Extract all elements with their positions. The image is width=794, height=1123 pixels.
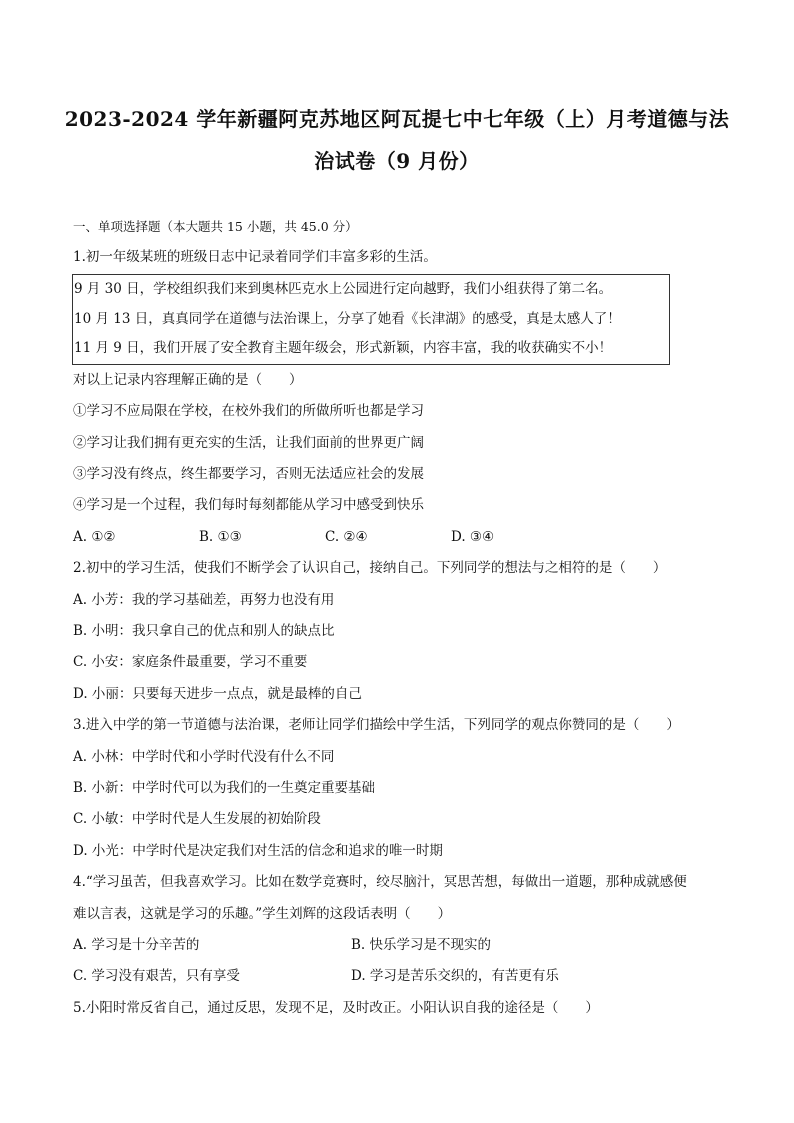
diary-entry: 9 月 30 日，学校组织我们来到奥林匹克水上公园进行定向越野，我们小组获得了第二名。 — [74, 281, 613, 298]
option-d[interactable]: D. 小光：中学时代是决定我们对生活的信念和追求的唯一时期 — [73, 842, 443, 859]
option-d[interactable]: D. 小丽：只要每天进步一点点，就是最棒的自己 — [73, 685, 362, 702]
question-stem: 2.初中的学习生活，使我们不断学会了认识自己，接纳自己。下列同学的想法与之相符的是（ ） — [73, 560, 667, 577]
option-c[interactable]: C. ②④ — [325, 528, 368, 545]
answer-options-row-1 — [73, 930, 734, 961]
diary-box — [72, 274, 670, 365]
option-a[interactable]: A. 小林：中学时代和小学时代没有什么不同 — [73, 748, 335, 765]
statement-item: ②学习让我们拥有更充实的生活，让我们面前的世界更广阔 — [73, 434, 424, 451]
option-c[interactable]: C. 小安：家庭条件最重要，学习不重要 — [73, 654, 308, 671]
diary-entry: 10 月 13 日，真真同学在道德与法治课上，分享了她看《长津湖》的感受，真是太感人了！ — [74, 310, 621, 327]
exam-content — [73, 212, 734, 1024]
question-1 — [73, 242, 734, 553]
question-stem: 1.初一年级某班的班级日志中记录着同学们丰富多彩的生活。 — [73, 249, 437, 265]
title-line-2: 治试卷（9 月份） — [314, 149, 480, 173]
option-c[interactable]: C. 学习没有艰苦，只有享受 — [73, 968, 240, 985]
question-2 — [73, 553, 734, 710]
question-prompt: 对以上记录内容理解正确的是（ ） — [73, 371, 303, 388]
question-stem: 4.“学习虽苦，但我喜欢学习。比如在数学竞赛时，绞尽脑汁，冥思苦想，每做出一道题，那种成就感便 — [73, 874, 687, 891]
option-a[interactable]: A. ①② — [73, 528, 116, 545]
statement-item: ①学习不应局限在学校，在校外我们的所做所听也都是学习 — [73, 403, 424, 420]
option-a[interactable]: A. 学习是十分辛苦的 — [73, 936, 200, 953]
option-b[interactable]: B. ①③ — [199, 528, 242, 545]
option-b[interactable]: B. 小明：我只拿自己的优点和别人的缺点比 — [73, 623, 335, 640]
question-stem: 3.进入中学的第一节道德与法治课，老师让同学们描绘中学生活，下列同学的观点你赞同的是（ ） — [73, 717, 680, 734]
option-b[interactable]: B. 快乐学习是不现实的 — [351, 936, 492, 953]
answer-options — [73, 522, 734, 553]
page-title — [40, 98, 754, 182]
option-a[interactable]: A. 小芳：我的学习基础差，再努力也没有用 — [73, 591, 335, 608]
question-4 — [73, 867, 734, 993]
statement-item: ③学习没有终点，终生都要学习，否则无法适应社会的发展 — [73, 466, 424, 483]
statement-item: ④学习是一个过程，我们每时每刻都能从学习中感受到快乐 — [73, 497, 424, 514]
title-line-1: 2023-2024 学年新疆阿克苏地区阿瓦提七中七年级（上）月考道德与法 — [64, 107, 730, 131]
question-5 — [73, 993, 734, 1024]
option-b[interactable]: B. 小新：中学时代可以为我们的一生奠定重要基础 — [73, 779, 376, 796]
option-c[interactable]: C. 小敏：中学时代是人生发展的初始阶段 — [73, 811, 321, 828]
answer-options-row-2 — [73, 961, 734, 992]
question-stem-continued: 难以言表，这就是学习的乐趣。”学生刘辉的这段话表明（ ） — [73, 905, 452, 922]
diary-entry: 11 月 9 日，我们开展了安全教育主题年级会，形式新颖，内容丰富，我的收获确实不小！ — [74, 340, 613, 357]
section-heading: 一、单项选择题（本大题共 15 小题，共 45.0 分） — [73, 219, 358, 234]
option-d[interactable]: D. ③④ — [451, 528, 495, 545]
option-d[interactable]: D. 学习是苦乐交织的，有苦更有乐 — [351, 968, 559, 985]
question-3 — [73, 710, 734, 867]
question-stem: 5.小阳时常反省自己，通过反思，发现不足，及时改正。小阳认识自我的途径是（ ） — [73, 999, 599, 1016]
